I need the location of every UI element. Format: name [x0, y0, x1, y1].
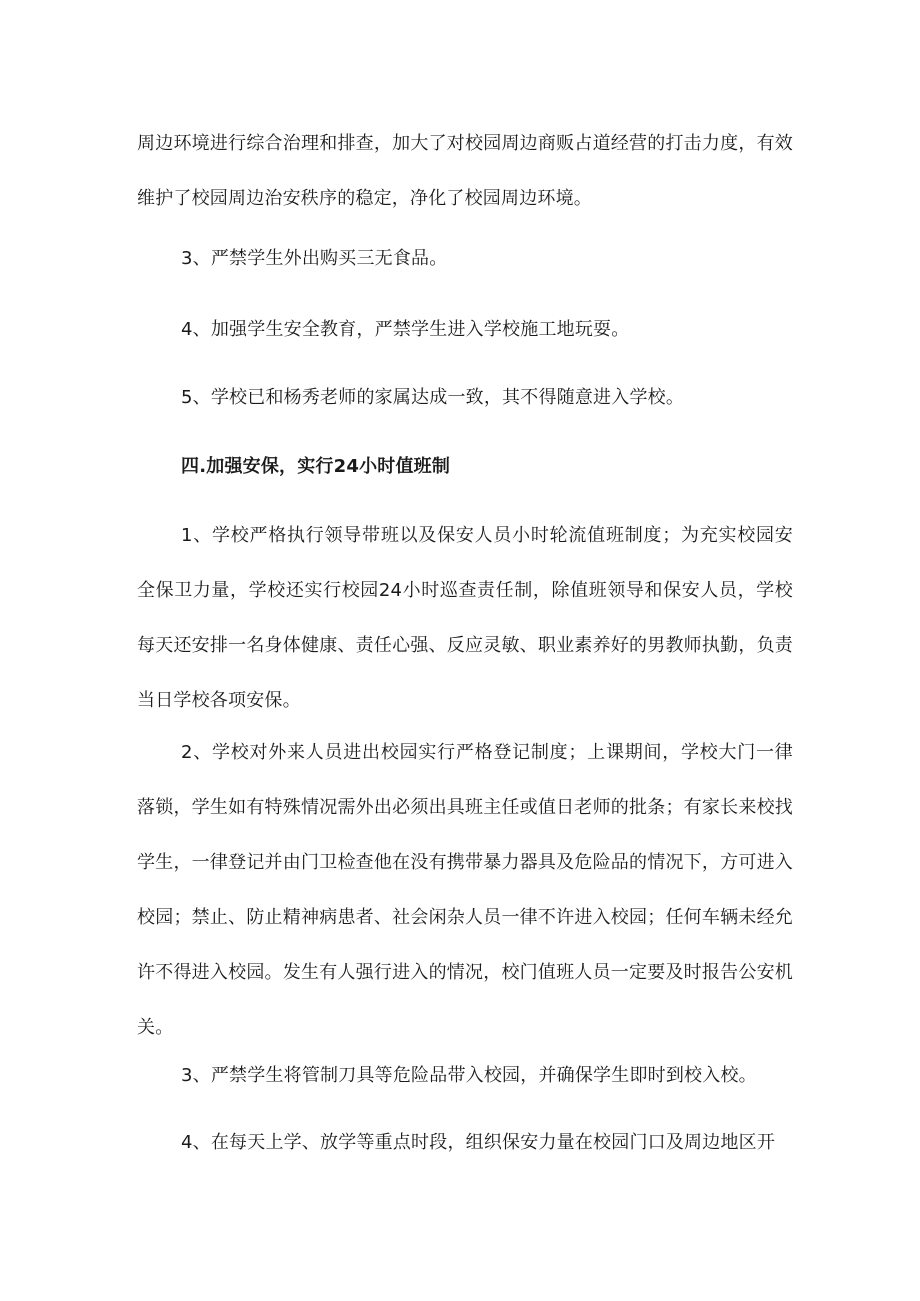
- paragraph-item-3-weapons: 3、严禁学生将管制刀具等危险品带入校园，并确保学生即时到校入校。: [181, 1065, 757, 1086]
- paragraph-item-3-food: 3、严禁学生外出购买三无食品。: [181, 248, 448, 269]
- paragraph-item-4-education: 4、加强学生安全教育，严禁学生进入学校施工地玩耍。: [181, 319, 630, 340]
- paragraph-continuation: 周边环境进行综合治理和排查，加大了对校园周边商贩占道经营的打击力度，有效维护了校园周边治安秩序的稳定，净化了校园周边环境。: [137, 133, 793, 209]
- paragraph-item-5-agreement: 5、学校已和杨秀老师的家属达成一致，其不得随意进入学校。: [181, 387, 685, 408]
- paragraph-item-1-duty: 1、学校严格执行领导带班以及保安人员小时轮流值班制度；为充实校园安全保卫力量，学校还实行校园24小时巡查责任制，除值班领导和保安人员，学校每天还安排一名身体健康、责任心强、反应灵敏、职业素养好的男教师执勤，负责当日学校各项安保。: [137, 525, 793, 711]
- paragraph-item-4-patrol: 4、在每天上学、放学等重点时段，组织保安力量在校园门口及周边地区开: [181, 1132, 776, 1153]
- paragraph-item-2-registration: 2、学校对外来人员进出校园实行严格登记制度；上课期间，学校大门一律落锁，学生如有特殊情况需外出必须出具班主任或值日老师的批条；有家长来校找学生，一律登记并由门卫检查他在没有携带暴力器具及危险品的情况下，方可进入校园；禁止、防止精神病患者、社会闲杂人员一律不许进入校园；任何车辆未经允许不得进入校园。发生有人强行进入的情况，校门值班人员一定要及时报告公安机关。: [137, 742, 793, 1038]
- section-heading-security: 四.加强安保，实行24小时值班制: [181, 456, 451, 477]
